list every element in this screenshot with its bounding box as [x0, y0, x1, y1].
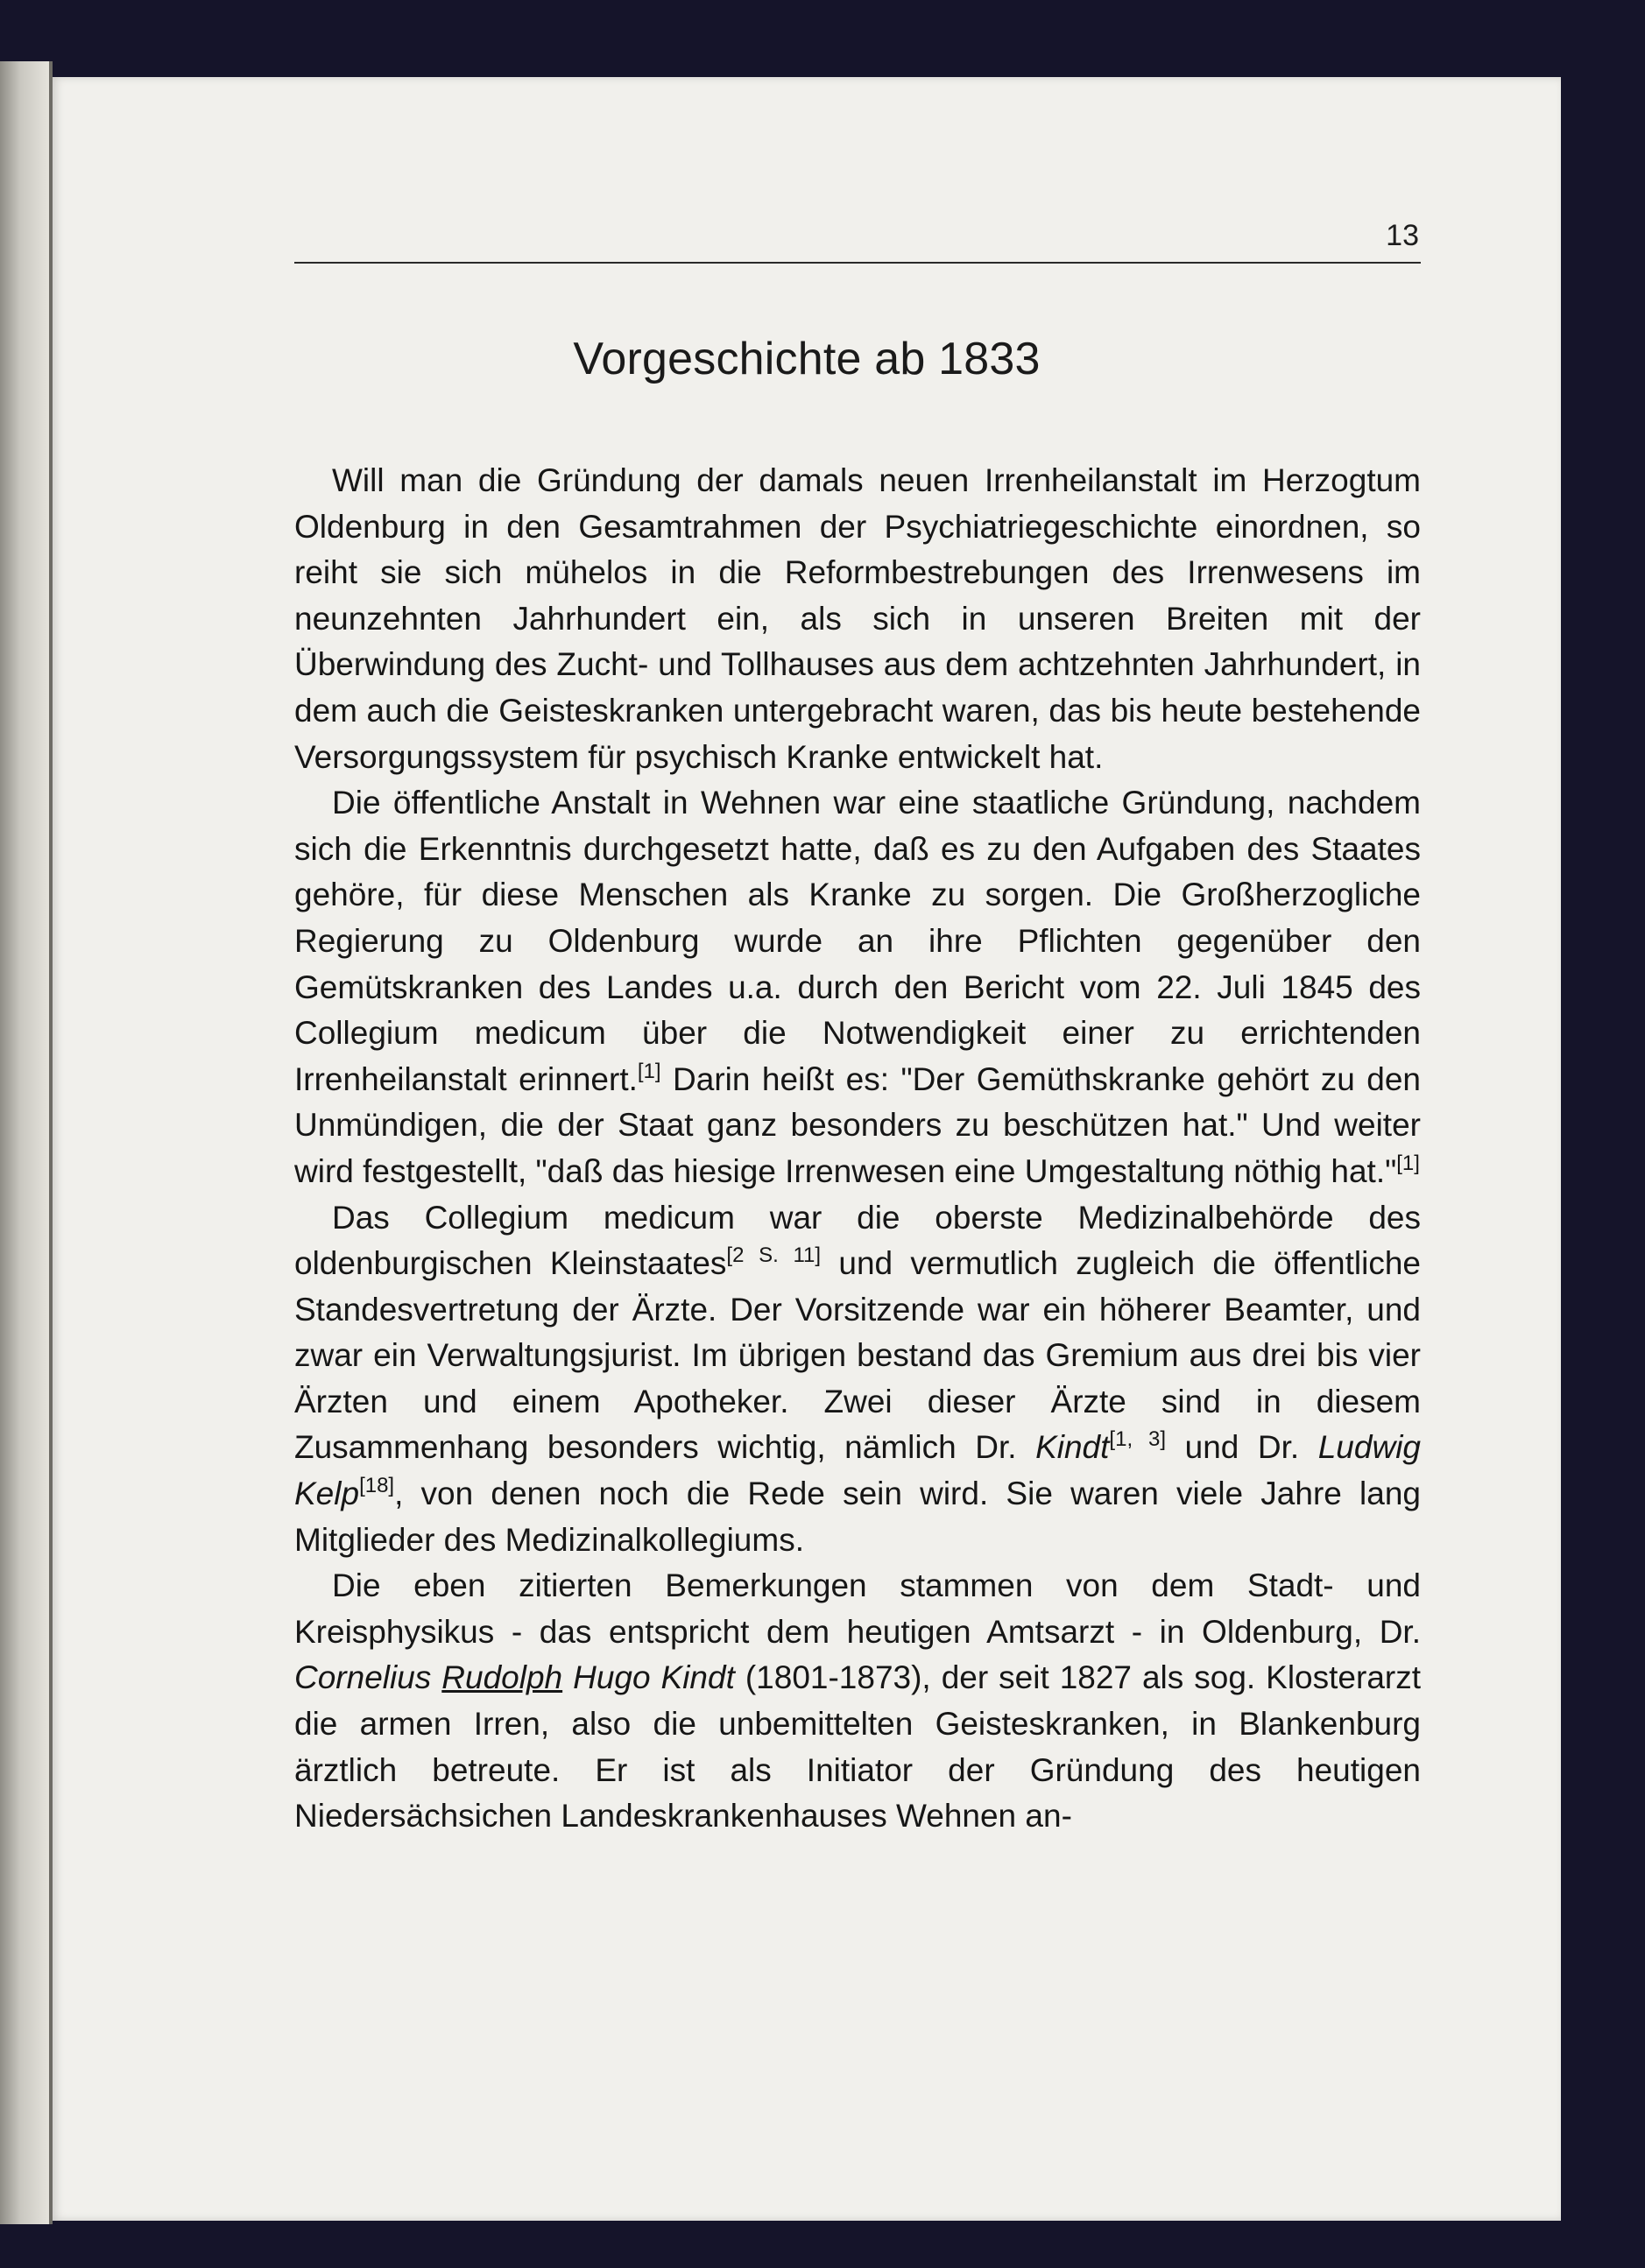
body-text [294, 458, 1421, 1840]
person-name: Hugo Kindt [573, 1659, 735, 1696]
paragraph-3 [294, 1195, 1421, 1564]
footnote-ref: [2 S. 11] [726, 1243, 822, 1268]
header-rule [294, 262, 1421, 264]
paragraph-3-text-b: und vermutlich zugleich die öffentliche Standesvertretung der Ärzte. Der Vorsitzende war ein höherer Beamter, und zwar ein Verwaltungsjurist. Im übrigen bestand das Gremium aus drei bis vier Ärzten und einem Apotheker. Zwei dieser Ärzte sind in diesem Zusammenhang besonders wichtig, nämlich Dr. [294, 1245, 1422, 1466]
paragraph-4-text-a: Die eben zitierten Bemerkungen stammen von dem Stadt- und Kreisphysikus - das entspricht dem heutigen Amtsarzt - in Oldenburg, Dr. [294, 1567, 1421, 1650]
person-name: Ludwig Kelp [294, 1429, 1421, 1512]
paragraph-4 [294, 1563, 1421, 1840]
footnote-ref: [18] [359, 1474, 395, 1498]
book-page [53, 77, 1561, 2221]
person-name-underlined: Rudolph [441, 1659, 563, 1696]
footnote-ref: [1] [637, 1059, 661, 1083]
paragraph-1 [294, 458, 1421, 780]
person-name: Kindt [1035, 1429, 1110, 1466]
facing-page-edge [0, 61, 51, 2224]
chapter-title: Vorgeschichte ab 1833 [573, 334, 1041, 384]
paragraph-3-text-d: , von denen noch die Rede sein wird. Sie waren viele Jahre lang Mitglieder des Medizinalkollegiums. [294, 1476, 1421, 1558]
person-name: Cornelius [294, 1659, 432, 1696]
paragraph-3-text-c: und Dr. [1166, 1429, 1318, 1466]
paragraph-2-text-a: Die öffentliche Anstalt in Wehnen war eine staatliche Gründung, nachdem sich die Erkenntnis durchgesetzt hatte, daß es zu den Aufgaben des Staates gehöre, für diese Menschen als Kranke zu sorgen. Die Großherzogliche Regierung zu Oldenburg wurde an ihre Pflichten gegenüber den Gemütskranken des Landes u.a. durch den Bericht vom 22. Juli 1845 des Collegium medicum über die Notwendigkeit einer zu errichtenden Irrenheilanstalt erinnert. [294, 785, 1421, 1097]
paragraph-4-text-b: (1801-1873), der seit 1827 als sog. Klosterarzt die armen Irren, also die unbemittelten Geisteskranken, in Blankenburg ärztlich betreute. Er ist als Initiator der Gründung des heutigen Niedersächsichen Landeskrankenhauses Wehnen an- [294, 1659, 1421, 1835]
paragraph-1-text: Will man die Gründung der damals neuen Irrenheilanstalt im Herzogtum Oldenburg in den Gesamtrahmen der Psychiatriegeschichte einordnen, so reiht sie sich mühelos in die Reformbestrebungen des Irrenwesens im neunzehnten Jahrhundert ein, als sich in unseren Breiten mit der Überwindung des Zucht- und Tollhauses aus dem achtzehnten Jahrhundert, in dem auch die Geisteskranken untergebracht waren, das bis heute bestehende Versorgungssystem für psychisch Kranke entwickelt hat. [294, 462, 1421, 775]
paragraph-2-text-b: Darin heißt es: "Der Gemüthskranke gehört zu den Unmündigen, die der Staat ganz besonders zu beschützen hat." Und weiter wird festgestellt, "daß das hiesige Irrenwesen eine Umgestaltung nöthig hat." [294, 1060, 1421, 1189]
paragraph-2 [294, 780, 1421, 1194]
footnote-ref: [1] [1396, 1151, 1420, 1175]
footnote-ref: [1, 3] [1109, 1427, 1167, 1452]
page-number: 13 [1386, 219, 1419, 252]
paragraph-3-text-a: Das Collegium medicum war die oberste Medizinalbehörde des oldenburgischen Kleinstaates [294, 1199, 1421, 1282]
